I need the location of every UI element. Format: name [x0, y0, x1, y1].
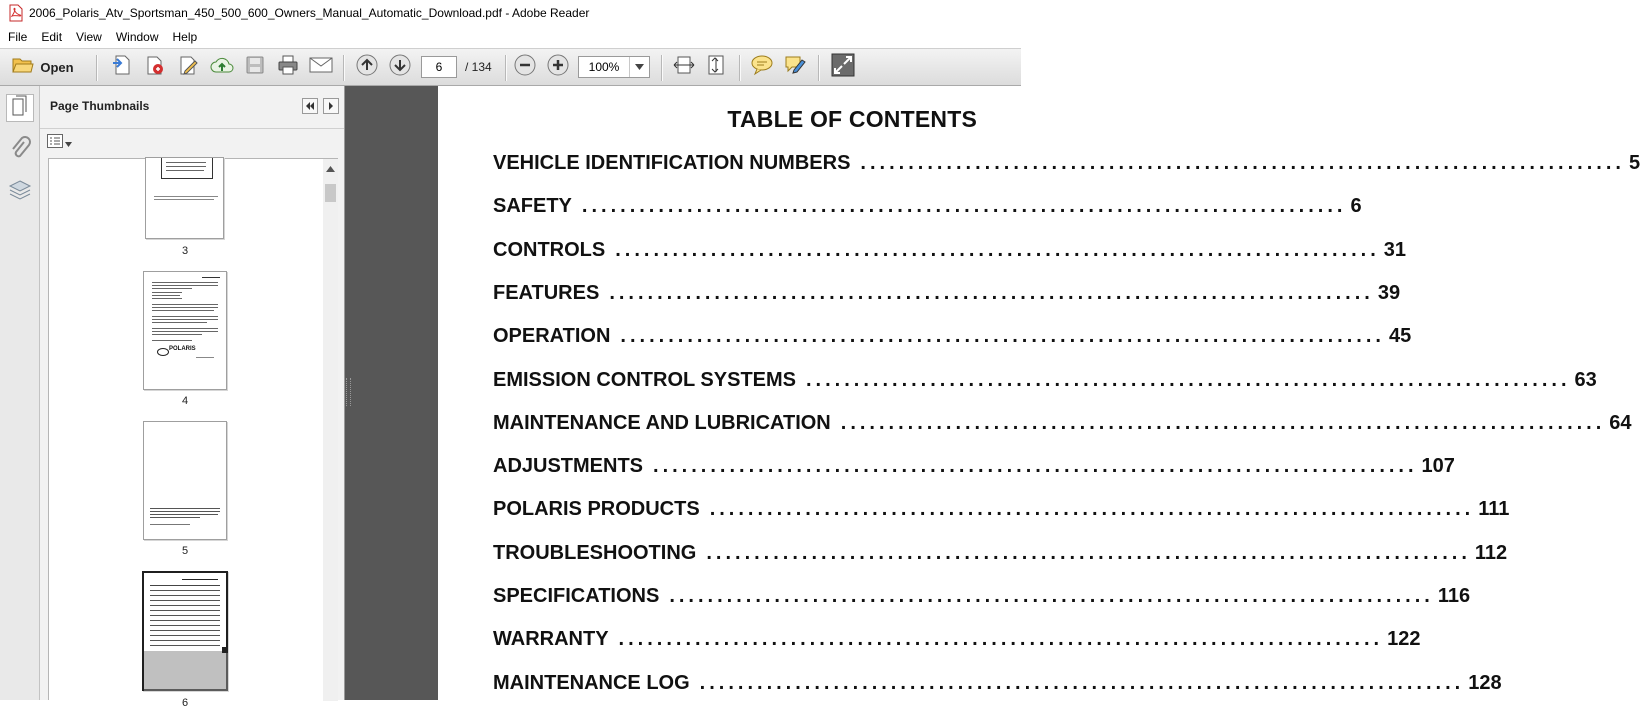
- previous-page-button[interactable]: [354, 56, 380, 78]
- toc-entry[interactable]: [493, 412, 1632, 438]
- menu-file[interactable]: File: [8, 30, 28, 44]
- thumbnail-scrollbar[interactable]: [323, 159, 338, 701]
- thumbnail-label: 5: [181, 545, 189, 557]
- toc-entry[interactable]: [493, 282, 1401, 308]
- sticky-note-button[interactable]: [749, 56, 775, 78]
- upload-button[interactable]: [209, 56, 235, 78]
- open-button[interactable]: [6, 56, 80, 78]
- toc-entry-page: 5: [1628, 152, 1640, 174]
- toolbar-separator: [818, 55, 819, 81]
- comment-bubble-icon: [751, 55, 773, 80]
- thumbnail-label: 4: [181, 395, 189, 407]
- toolbar-separator: [739, 55, 740, 81]
- thumbnail-label: 6: [181, 697, 189, 709]
- menu-help[interactable]: Help: [172, 30, 198, 44]
- toolbar: [0, 48, 1021, 86]
- collapse-panel-button[interactable]: [302, 98, 318, 114]
- pencil-page-icon: [177, 54, 199, 81]
- plus-icon: [547, 54, 569, 81]
- thumbnail-options-button[interactable]: [47, 134, 75, 152]
- minus-icon: [514, 54, 536, 81]
- toc-entry-title: OPERATION: [493, 325, 611, 347]
- toc-entry-page: 64: [1609, 412, 1632, 434]
- save-button[interactable]: [243, 56, 267, 78]
- arrow-down-icon: [389, 54, 411, 81]
- envelope-icon: [309, 56, 333, 79]
- panel-title: Page Thumbnails: [50, 99, 150, 113]
- options-list-icon: [47, 134, 63, 153]
- panel-header: [40, 86, 344, 129]
- fit-width-icon: [673, 54, 695, 81]
- toc-entry-page: 116: [1437, 585, 1471, 607]
- scrollbar-thumb[interactable]: [325, 184, 336, 202]
- document-page: [438, 86, 1640, 700]
- toc-entry[interactable]: [493, 498, 1510, 524]
- navigation-rail: [0, 86, 40, 700]
- toc-leader-dots: ................................................................................: [653, 455, 1418, 477]
- zoom-out-button[interactable]: [512, 56, 538, 78]
- toc-leader-dots: ................................................................................: [806, 369, 1571, 391]
- toc-entry-title: SPECIFICATIONS: [493, 585, 660, 607]
- next-page-button[interactable]: [387, 56, 413, 78]
- toc-entry-page: 63: [1574, 369, 1597, 391]
- toc-leader-dots: ................................................................................: [840, 412, 1606, 434]
- create-pdf-icon: [111, 54, 133, 81]
- fit-page-icon: [705, 54, 727, 81]
- zoom-select[interactable]: [578, 56, 650, 78]
- toc-entry[interactable]: [493, 325, 1412, 351]
- toc-leader-dots: ................................................................................: [581, 195, 1347, 217]
- toc-entry[interactable]: [493, 628, 1421, 654]
- page-thumbnail-4[interactable]: [143, 271, 227, 390]
- toc-leader-dots: ................................................................................: [709, 498, 1475, 520]
- zoom-in-button[interactable]: [545, 56, 571, 78]
- chevron-down-icon: [65, 134, 72, 152]
- zoom-input[interactable]: [579, 57, 629, 77]
- pdf-file-icon: [9, 5, 23, 21]
- toc-leader-dots: ................................................................................: [706, 542, 1471, 564]
- cloud-upload-icon: [210, 55, 234, 80]
- toc-entry-page: 107: [1421, 455, 1455, 477]
- layers-icon: [8, 179, 32, 206]
- menu-view[interactable]: View: [76, 30, 102, 44]
- document-workspace: [351, 86, 438, 700]
- toc-entry-title: TROUBLESHOOTING: [493, 542, 697, 564]
- pages-icon: [10, 95, 30, 122]
- polaris-logo-text: POLARIS: [169, 346, 196, 352]
- toc-entry-page: 6: [1350, 195, 1362, 217]
- toolbar-separator: [661, 55, 662, 81]
- toc-entry-page: 112: [1474, 542, 1508, 564]
- menu-bar: [0, 26, 1021, 48]
- folder-open-icon: [12, 56, 34, 79]
- toc-leader-dots: ................................................................................: [615, 239, 1380, 261]
- toc-entry[interactable]: [493, 239, 1406, 265]
- page-number-input[interactable]: [421, 56, 457, 78]
- title-bar: [0, 0, 1021, 26]
- toc-entry[interactable]: [493, 672, 1502, 698]
- highlighter-icon: [784, 54, 806, 81]
- toc-entry-title: ADJUSTMENTS: [493, 455, 644, 477]
- menu-edit[interactable]: Edit: [41, 30, 63, 44]
- toc-entry-page: 111: [1478, 498, 1510, 520]
- attachments-tab[interactable]: [6, 136, 34, 164]
- highlight-button[interactable]: [782, 56, 808, 78]
- double-chevron-left-icon: [305, 97, 315, 115]
- toc-entry-page: 122: [1387, 628, 1421, 650]
- toc-entry-title: WARRANTY: [493, 628, 609, 650]
- toc-leader-dots: ................................................................................: [609, 282, 1374, 304]
- toc-leader-dots: ................................................................................: [860, 152, 1625, 174]
- full-screen-button[interactable]: [829, 56, 857, 78]
- toc-entry-title: VEHICLE IDENTIFICATION NUMBERS: [493, 152, 851, 174]
- toc-leader-dots: ................................................................................: [699, 672, 1465, 694]
- print-button[interactable]: [275, 56, 301, 78]
- create-pdf-button[interactable]: [110, 56, 134, 78]
- page-thumbnail-5[interactable]: [143, 421, 227, 540]
- open-label: Open: [40, 59, 74, 75]
- toc-entry-title: FEATURES: [493, 282, 600, 304]
- combine-files-button[interactable]: [143, 56, 167, 78]
- toc-leader-dots: ................................................................................: [620, 325, 1385, 347]
- toolbar-separator: [343, 55, 344, 81]
- page-total: / 134: [465, 60, 492, 74]
- toc-entry[interactable]: [493, 195, 1362, 221]
- layers-tab[interactable]: [6, 178, 34, 206]
- page-thumbnails-tab[interactable]: [6, 94, 34, 122]
- toolbar-separator: [96, 55, 97, 81]
- toc-entry[interactable]: [493, 369, 1597, 395]
- edit-pdf-button[interactable]: [176, 56, 200, 78]
- expand-icon: [831, 53, 855, 82]
- window-title: 2006_Polaris_Atv_Sportsman_450_500_600_Owners_Manual_Automatic_Download.pdf - Adobe Reader: [29, 6, 590, 20]
- paperclip-icon: [10, 136, 30, 165]
- toc-leader-dots: ................................................................................: [618, 628, 1384, 650]
- toc-entry-title: POLARIS PRODUCTS: [493, 498, 700, 520]
- toc-entry-page: 31: [1383, 239, 1406, 261]
- arrow-up-icon: [356, 54, 378, 81]
- page-thumbnail-3[interactable]: [145, 157, 224, 239]
- toc-entry-page: 45: [1388, 325, 1412, 347]
- toc-leader-dots: ................................................................................: [669, 585, 1434, 607]
- toc-entry-title: MAINTENANCE LOG: [493, 672, 690, 694]
- expand-panel-button[interactable]: [323, 98, 339, 114]
- email-button[interactable]: [308, 56, 334, 78]
- toc-entry-page: 128: [1468, 672, 1502, 694]
- toc-entry-page: 39: [1377, 282, 1401, 304]
- toc-entry-title: SAFETY: [493, 195, 572, 217]
- fit-page-button[interactable]: [703, 56, 729, 78]
- save-icon: [245, 55, 265, 80]
- chevron-down-icon[interactable]: [629, 57, 649, 77]
- printer-icon: [277, 55, 299, 80]
- toc-entry[interactable]: [493, 455, 1455, 481]
- toc-entry-title: CONTROLS: [493, 239, 606, 261]
- toolbar-separator: [505, 55, 506, 81]
- toc-entry[interactable]: [493, 542, 1508, 568]
- combine-files-icon: [144, 54, 166, 81]
- toc-entry-title: EMISSION CONTROL SYSTEMS: [493, 369, 796, 391]
- scroll-up-icon[interactable]: [323, 161, 338, 177]
- toc-entry[interactable]: [493, 585, 1471, 611]
- thumbnails-panel: [40, 86, 345, 709]
- fit-width-button[interactable]: [671, 56, 697, 78]
- toc-entry-title: MAINTENANCE AND LUBRICATION: [493, 412, 831, 434]
- toc-entry[interactable]: [493, 152, 1640, 178]
- thumbnail-label: 3: [181, 245, 189, 257]
- menu-window[interactable]: Window: [115, 30, 159, 44]
- thumbnail-list[interactable]: [48, 158, 338, 709]
- toc-title: TABLE OF CONTENTS: [727, 106, 977, 132]
- page-thumbnail-6[interactable]: [142, 571, 228, 691]
- chevron-right-icon: [328, 97, 334, 115]
